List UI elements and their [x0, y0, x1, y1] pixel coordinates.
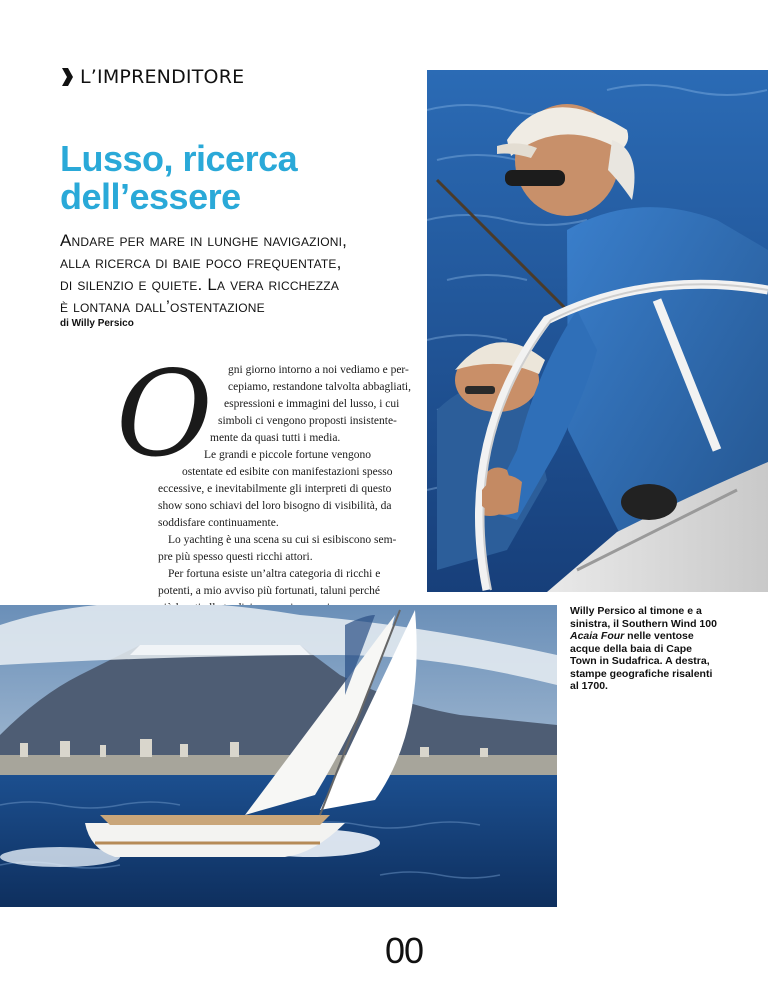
caption-text: nelle ventose acque della baia di Cape Town in Sudafrica. A destra, stampe geografiche risalenti al 1700. — [570, 630, 713, 692]
body-line: cepiamo, restandone talvolta abbagliati, — [228, 381, 411, 393]
body-line: ostentate ed esibite con manifestazioni spesso — [182, 466, 393, 478]
helmsman-photo — [427, 70, 768, 592]
headline-line: dell’essere — [60, 176, 241, 217]
body-line: Per fortuna esiste un’altra categoria di ricchi e — [168, 568, 381, 580]
standfirst-line: alla ricerca di baie poco frequentate, — [60, 253, 342, 272]
body-line: potenti, a mio avviso più fortunati, taluni perché — [158, 585, 380, 597]
article-body — [158, 362, 414, 634]
photo-caption — [570, 605, 720, 693]
drop-cap: O — [116, 345, 213, 483]
body-line: eccessive, e inevitabilmente gli interpreti di questo — [158, 483, 392, 495]
page-number: 00 — [385, 930, 424, 971]
caption-yacht-name: Acaia Four — [570, 630, 625, 642]
headline-line: Lusso, ricerca — [60, 138, 298, 179]
body-line: soddisfare continuamente. — [158, 517, 279, 529]
body-line: Lo yachting è una scena su cui si esibiscono sem- — [168, 534, 397, 546]
body-line: espressioni e immagini del lusso, i cui — [224, 398, 400, 410]
caption-text: Willy Persico al timone e a sinistra, il Southern Wind 100 — [570, 605, 717, 630]
body-line: pre più spesso questi ricchi attori. — [158, 551, 313, 563]
chevron-right-icon — [60, 67, 74, 87]
body-line: mente da quasi tutti i media. — [210, 432, 341, 444]
body-line: show sono schiavi del loro bisogno di visibilità, da — [158, 500, 392, 512]
byline: di Willy Persico — [60, 318, 134, 329]
standfirst-line: di silenzio e quiete. La vera ricchezza — [60, 275, 340, 294]
body-line: gni giorno intorno a noi vediamo e per- — [228, 364, 409, 376]
article-headline — [60, 140, 297, 216]
section-label-text: L’IMPRENDITORE — [80, 66, 245, 88]
standfirst-line: Andare per mare in lunghe navigazioni, — [60, 231, 348, 250]
article-standfirst — [60, 230, 420, 318]
body-line: simboli ci vengono proposti insistente- — [218, 415, 397, 427]
section-label — [60, 66, 244, 88]
standfirst-line: è lontana dall’ostentazione — [60, 297, 265, 316]
yacht-bay-photo — [0, 605, 557, 907]
body-line: Le grandi e piccole fortune vengono — [204, 449, 372, 461]
